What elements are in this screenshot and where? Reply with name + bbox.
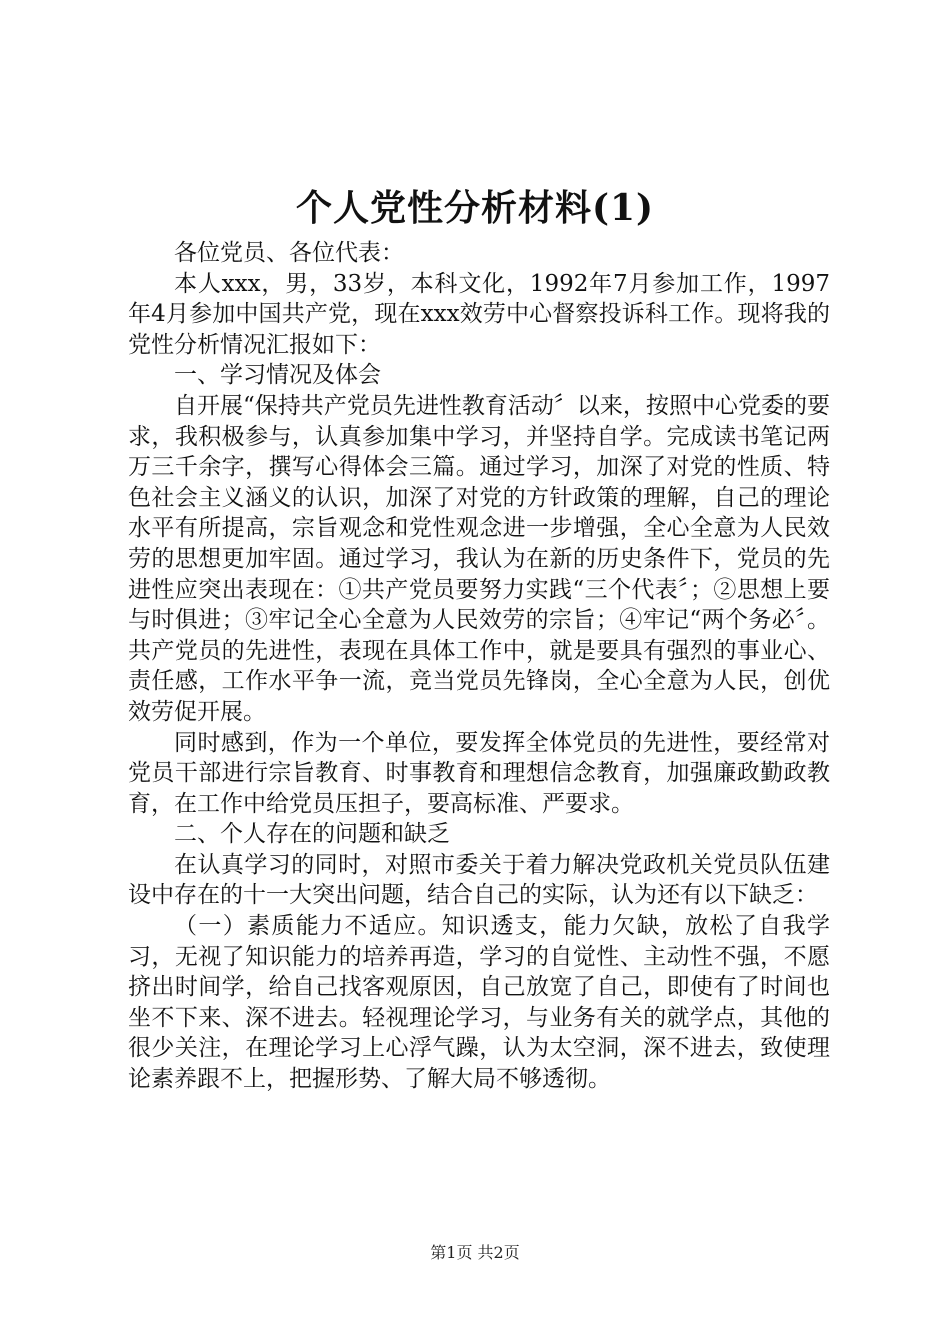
page-number-footer: 第1页 共2页 [430, 1243, 520, 1262]
document-body [128, 238, 830, 1095]
paragraph-unit-reflection: 同时感到，作为一个单位，要发挥全体党员的先进性，要经常对党员干部进行宗旨教育、时事教育和理想信念教育，加强廉政勤政教育，在工作中给党员压担子，要高标准、严要求。 [128, 729, 830, 817]
document-title: 个人党性分析材料(1) [295, 187, 655, 229]
paragraph-problems-intro: 在认真学习的同时，对照市委关于着力解决党政机关党员队伍建设中存在的十一大突出问题，结合自己的实际，认为还有以下缺乏： [128, 851, 830, 909]
paragraph-self-introduction: 本人xxx，男，33岁，本科文化，1992年7月参加工作，1997年4月参加中国共产党，现在xxx效劳中心督察投诉科工作。现将我的党性分析情况汇报如下： [128, 270, 830, 358]
section-heading-study: 一、学习情况及体会 [174, 362, 381, 389]
paragraph-study-experience: 自开展“保持共产党员先进性教育活动〞以来，按照中心党委的要求，我积极参与，认真参加集中学习，并坚持自学。完成读书笔记两万三千余字，撰写心得体会三篇。通过学习，加深了对党的性质、特色社会主义涵义的认识，加深了对党的方针政策的理解，自己的理论水平有所提高，宗旨观念和党性观念进一步增强，全心全意为人民效劳的思想更加牢固。通过学习，我认为在新的历史条件下，党员的先进性应突出表现在：①共产党员要努力实践“三个代表〞；②思想上要与时俱进；③牢记全心全意为人民效劳的宗旨；④牢记“两个务必〞。共产党员的先进性，表现在具体工作中，就是要具有强烈的事业心、责任感，工作水平争一流，竞当党员先锋岗，全心全意为人民，创优效劳促开展。 [128, 392, 830, 725]
section-heading-problems: 二、个人存在的问题和缺乏 [174, 821, 450, 848]
paragraph-salutation: 各位党员、各位代表： [174, 240, 404, 266]
paragraph-problem-one: （一）素质能力不适应。知识透支，能力欠缺，放松了自我学习，无视了知识能力的培养再造，学习的自觉性、主动性不强，不愿挤出时间学，给自己找客观原因，自己放宽了自己，即使有了时间也坐不下来、深不进去。轻视理论学习，与业务有关的就学点，其他的很少关注，在理论学习上心浮气躁，认为太空洞，深不进去，致使理论素养跟不上，把握形势、了解大局不够透彻。 [128, 913, 830, 1093]
